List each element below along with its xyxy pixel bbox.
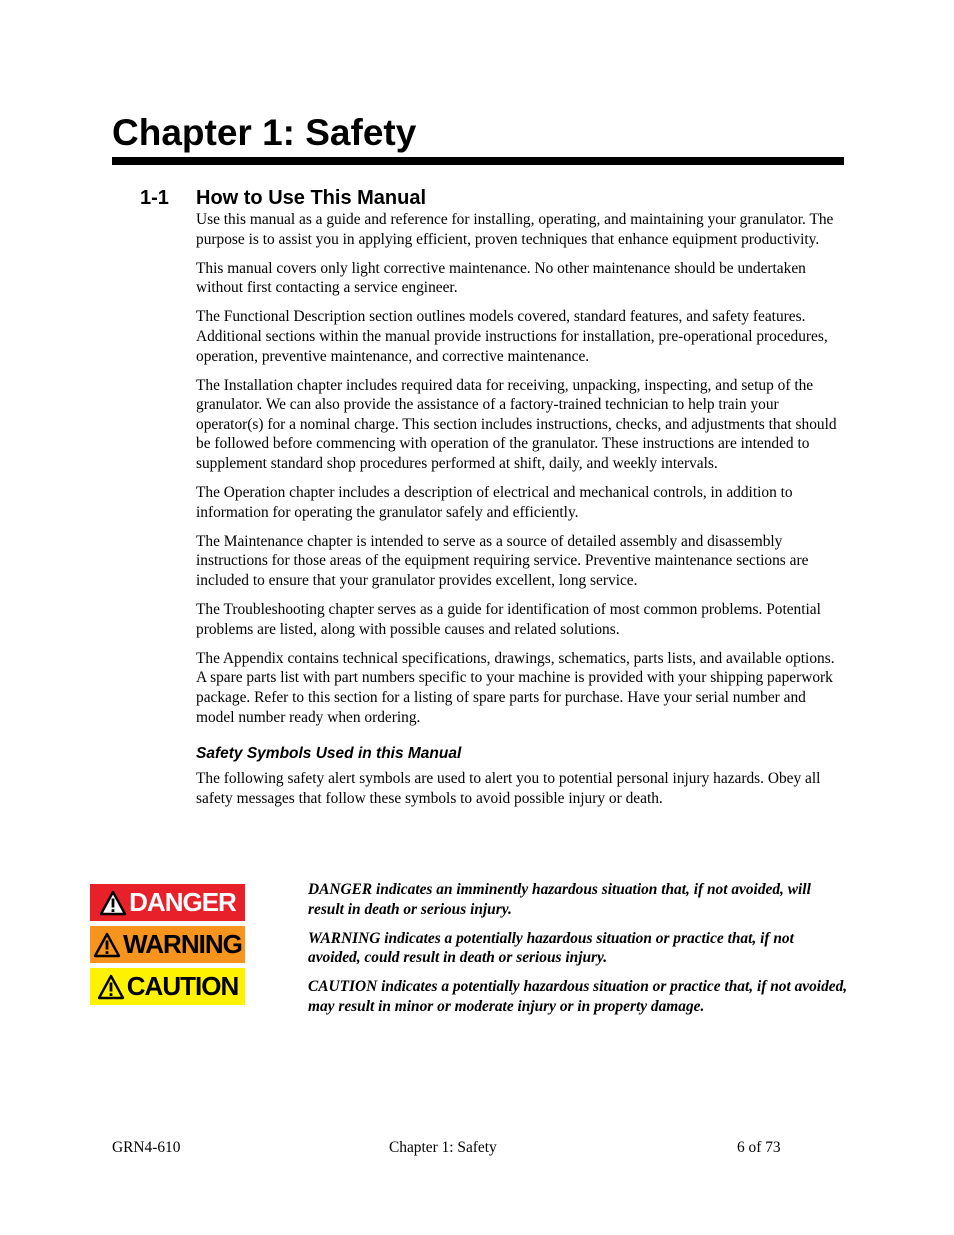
safety-symbols-heading: Safety Symbols Used in this Manual (196, 745, 462, 763)
footer-page-number: 6 of 73 (737, 1139, 781, 1156)
caution-signal-label (90, 968, 245, 1005)
warning-definition: WARNING indicates a potentially hazardous situation or practice that, if not avoided, could result in death or serious injury. (308, 929, 794, 967)
warning-triangle-icon (93, 932, 121, 958)
paragraph-maintenance: The Maintenance chapter is intended to serve as a source of detailed assembly and disassembly instructions for those areas of the equipment requiring service. Preventive maintenance sections are included to ensure that your granulator provides excellent, long service. (196, 532, 809, 589)
paragraph-functional-description: The Functional Description section outlines models covered, standard features, and safety features. Additional sections within the manual provide instructions for installation, pre-operational procedures, operation, preventive maintenance, and corrective maintenance. (196, 308, 828, 365)
danger-definition: DANGER indicates an imminently hazardous situation that, if not avoided, will result in death or serious injury. (308, 881, 811, 918)
section-number: 1-1 (140, 187, 169, 209)
paragraph-installation: The Installation chapter includes required data for receiving, unpacking, inspecting, and setup of the granulator. We can also provide the assistance of a factory-trained technician to help train your operator(s) for a nominal charge. This section includes instructions, checks, and adjustments that should be followed before commencing with operation of the granulator. These instructions are intended to supplement standard shop procedures performed at shift, daily, and weekly intervals. (196, 376, 837, 473)
warning-triangle-icon (97, 974, 125, 1000)
footer-doc-id: GRN4-610 (112, 1139, 181, 1156)
paragraph-troubleshooting: The Troubleshooting chapter serves as a guide for identification of most common problems. Potential problems are listed, along with possible causes and related solutions. (196, 601, 821, 638)
section-body (196, 210, 846, 818)
warning-triangle-icon (99, 890, 127, 916)
caution-definition: CAUTION indicates a potentially hazardous situation or practice that, if not avoided, may result in minor or moderate injury or in property damage. (308, 978, 848, 1015)
chapter-title: Chapter 1: Safety (112, 112, 417, 153)
footer-chapter: Chapter 1: Safety (389, 1139, 497, 1156)
caution-label: CAUTION (126, 971, 239, 1001)
warning-label: WARNING (123, 929, 242, 959)
warning-signal-label (90, 926, 245, 963)
safety-symbols-intro: The following safety alert symbols are used to alert you to potential personal injury hazards. Obey all safety messages that follow these symbols to avoid possible injury or death. (196, 770, 821, 807)
section-heading (140, 185, 426, 211)
paragraph-operation: The Operation chapter includes a description of electrical and mechanical controls, in addition to information for operating the granulator safely and efficiently. (196, 484, 793, 521)
danger-signal-label (90, 884, 245, 921)
signal-definitions (308, 880, 848, 1026)
paragraph-scope: This manual covers only light corrective maintenance. No other maintenance should be undertaken without first contacting a service engineer. (196, 259, 806, 297)
paragraph-appendix: The Appendix contains technical specifications, drawings, schematics, parts lists, and available options. A spare parts list with part numbers specific to your machine is provided with your shipping paperwork package. Refer to this section for a listing of spare parts for purchase. Have your serial number and model number ready when ordering. (196, 649, 835, 726)
section-title: How to Use This Manual (196, 187, 427, 209)
danger-label: DANGER (129, 887, 236, 917)
paragraph-purpose: Use this manual as a guide and reference for installing, operating, and maintaining your granulator. The purpose is to assist you in applying efficient, proven techniques that enhance equipment productivity. (196, 211, 834, 248)
chapter-rule (112, 157, 844, 165)
